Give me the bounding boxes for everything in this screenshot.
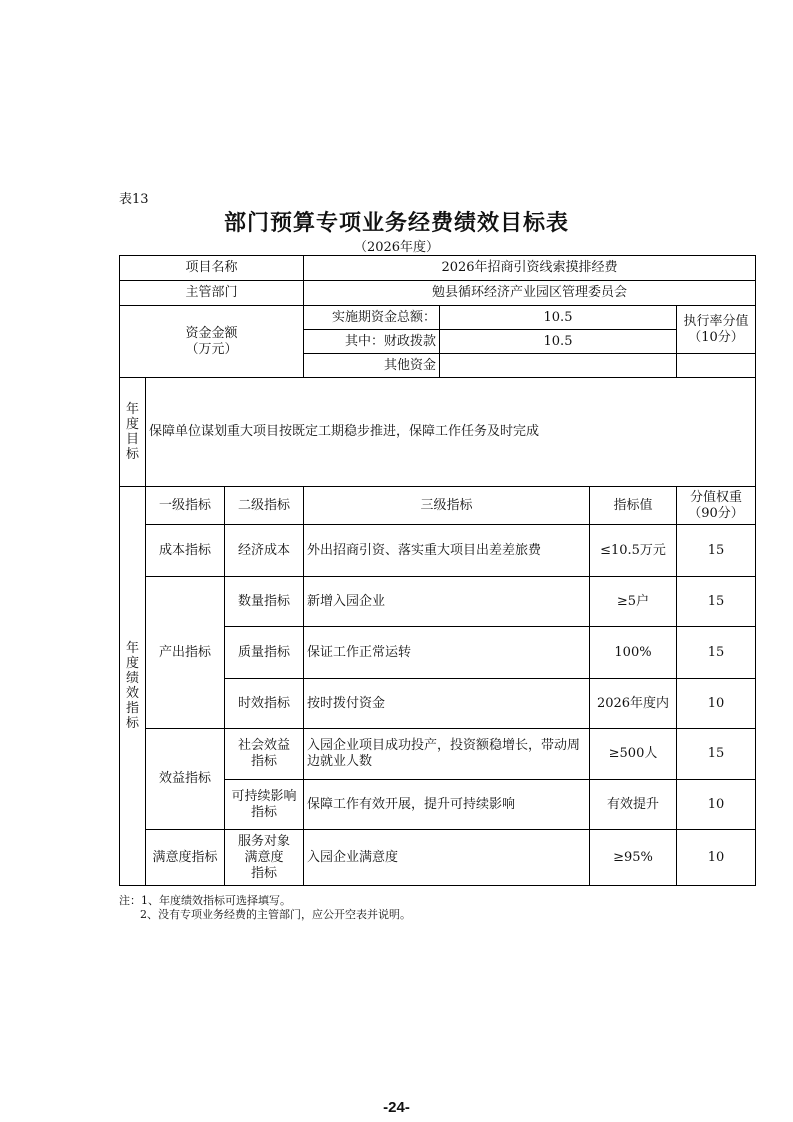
level3-cell: 按时拨付资金 <box>304 679 590 729</box>
funds-label: 资金金额 （万元） <box>120 306 304 378</box>
value-cell: ≥95% <box>590 830 677 886</box>
table-row <box>120 525 756 577</box>
level1-cell: 效益指标 <box>146 729 225 830</box>
level1-cell: 产出指标 <box>146 577 225 729</box>
level2-cell: 质量指标 <box>225 627 304 679</box>
header-level3: 三级指标 <box>304 487 590 525</box>
level3-cell: 外出招商引资、落实重大项目出差差旅费 <box>304 525 590 577</box>
exec-rate-empty <box>677 354 756 378</box>
value-cell: 100% <box>590 627 677 679</box>
header-level2: 二级指标 <box>225 487 304 525</box>
page-title: 部门预算专项业务经费绩效目标表 <box>223 210 569 236</box>
header-weight: 分值权重 （90分） <box>677 487 756 525</box>
table-row <box>120 830 756 886</box>
level2-cell: 社会效益 指标 <box>225 729 304 780</box>
table-row <box>120 577 756 627</box>
performance-table <box>119 255 756 886</box>
score-cell: 10 <box>677 830 756 886</box>
score-cell: 10 <box>677 679 756 729</box>
header-level1: 一级指标 <box>146 487 225 525</box>
level2-cell: 时效指标 <box>225 679 304 729</box>
level3-cell: 保证工作正常运转 <box>304 627 590 679</box>
score-cell: 15 <box>677 577 756 627</box>
note-line-1: 注：1、年度绩效指标可选择填写。 <box>119 894 291 907</box>
total-funds-value: 10.5 <box>440 306 677 330</box>
level2-cell: 经济成本 <box>225 525 304 577</box>
page-number: -24- <box>383 1099 410 1116</box>
exec-rate-label: 执行率分值 （10分） <box>677 306 756 354</box>
header-value: 指标值 <box>590 487 677 525</box>
level1-cell: 满意度指标 <box>146 830 225 886</box>
value-cell: ≥500人 <box>590 729 677 780</box>
level2-cell: 服务对象 满意度 指标 <box>225 830 304 886</box>
other-funds-value <box>440 354 677 378</box>
dept-label: 主管部门 <box>120 281 304 306</box>
score-cell: 15 <box>677 525 756 577</box>
table-row <box>120 729 756 780</box>
fiscal-funds-value: 10.5 <box>440 330 677 354</box>
level3-cell: 保障工作有效开展，提升可持续影响 <box>304 780 590 830</box>
value-cell: ≤10.5万元 <box>590 525 677 577</box>
score-cell: 15 <box>677 729 756 780</box>
score-cell: 15 <box>677 627 756 679</box>
annual-goal-label: 年度目标 <box>120 378 146 487</box>
dept-name: 勉县循环经济产业园区管理委员会 <box>304 281 756 306</box>
level2-cell: 数量指标 <box>225 577 304 627</box>
project-name-label: 项目名称 <box>120 256 304 281</box>
score-cell: 10 <box>677 780 756 830</box>
project-name: 2026年招商引资线索摸排经费 <box>304 256 756 281</box>
other-funds-label: 其他资金 <box>304 354 440 378</box>
level2-cell: 可持续影响 指标 <box>225 780 304 830</box>
level3-cell: 入园企业项目成功投产，投资额稳增长，带动周边就业人数 <box>304 729 590 780</box>
indicators-label: 年度绩效指标 <box>120 487 146 886</box>
value-cell: ≥5户 <box>590 577 677 627</box>
fiscal-funds-label: 其中：财政拨款 <box>304 330 440 354</box>
level3-cell: 入园企业满意度 <box>304 830 590 886</box>
level1-cell: 成本指标 <box>146 525 225 577</box>
table-number: 表13 <box>119 192 149 207</box>
level3-cell: 新增入园企业 <box>304 577 590 627</box>
note-line-2: 2、没有专项业务经费的主管部门，应公开空表并说明。 <box>140 908 411 921</box>
total-funds-label: 实施期资金总额： <box>304 306 440 330</box>
annual-goal: 保障单位谋划重大项目按既定工期稳步推进，保障工作任务及时完成 <box>146 378 756 487</box>
value-cell: 2026年度内 <box>590 679 677 729</box>
value-cell: 有效提升 <box>590 780 677 830</box>
year-subtitle: （2026年度） <box>353 240 440 255</box>
